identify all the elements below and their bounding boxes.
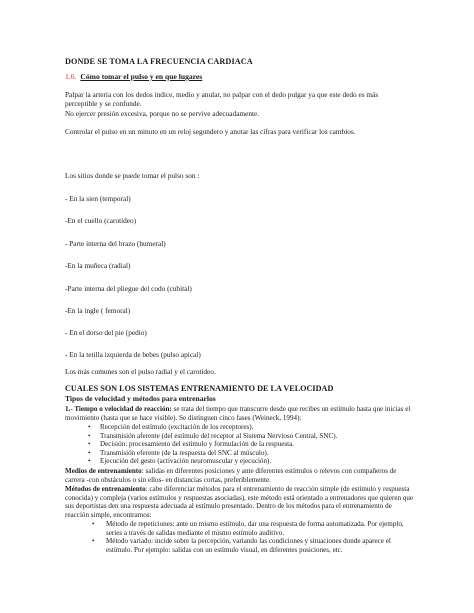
reaction-text: se trata del tiempo que transcurre desde que recibes un estímulo hasta que inicias el movimiento (hasta que se hace visible). Se distinguen cinco fases (Weineck, 1994): bbox=[65, 405, 411, 422]
methods-list bbox=[88, 520, 418, 554]
site-item: - En el dorso del pie (pedio) bbox=[65, 328, 147, 337]
list-item: • Recepción del estímulo (excitación de los receptores). bbox=[88, 423, 418, 432]
site-item: - En la sien (temporal) bbox=[65, 194, 131, 203]
sites-intro: Los sitios donde se puede tomar el pulso son : bbox=[65, 171, 200, 180]
section2-subtitle: Tipos de velocidad y métodos para entrenarlos bbox=[65, 394, 216, 403]
intro-line-1: Palpar la arteria con los dedos índice, medio y anular, no palpar con el dedo pulgar ya que este dedo es más bbox=[65, 90, 379, 99]
phases-list bbox=[88, 423, 418, 466]
methods-paragraph bbox=[65, 485, 415, 519]
means-text: : salidas en diferentes posiciones y ante diferentes estímulos o relevos con compañeros de carrera -con obstáculos o sin ellos- en distancias cortas, preferiblemente. bbox=[65, 467, 397, 484]
reaction-paragraph bbox=[65, 405, 415, 422]
site-item: -En el cuello (carotídeo) bbox=[65, 216, 137, 225]
list-item: • Decisión: procesamiento del estímulo y formulación de la respuesta. bbox=[88, 440, 418, 449]
methods-text: : cabe diferenciar métodos para el entrenamiento de reacción simple (de estímulo y respuesta conocida) y compleja (varios estímulos y respuestas asociadas), este método está orientado a entrenadores que quieren que sus deportistas den una respuesta adecuada al estímulo presentado. Dentro de los métodos para el entrenamiento de reacción simple, encontramos: bbox=[65, 485, 414, 519]
means-paragraph bbox=[65, 467, 415, 484]
site-item: - Parte interna del brazo (humeral) bbox=[65, 239, 166, 248]
section-heading bbox=[65, 72, 202, 81]
sites-note: Los más comunes son el pulso radial y el carotídeo. bbox=[65, 367, 216, 376]
page-title: DONDE SE TOMA LA FRECUENCIA CARDIACA bbox=[65, 57, 253, 66]
control-paragraph: Controlar el pulso en un minuto en un reloj segundero y anotar las cifras para verificar los cambios. bbox=[65, 127, 356, 136]
intro-line-2: perceptible y se confunde. bbox=[65, 99, 142, 108]
means-heading: Medios de entrenamiento bbox=[65, 467, 142, 475]
list-item: • Transmisión eferente (de la respuesta del SNC al músculo). bbox=[88, 449, 418, 458]
section2-title: CUALES SON LOS SISTEMAS ENTRENAMIENTO DE LA VELOCIDAD bbox=[65, 384, 334, 393]
section-heading-text: Cómo tomar el pulso y en que lugares bbox=[80, 72, 203, 81]
list-item: • Ejecución del gesto (activación neuromuscular y ejecución). bbox=[88, 457, 418, 466]
intro-line-3: No ejercer presión excesiva, porque no se pervive adecuadamente. bbox=[65, 109, 260, 118]
methods-heading: Métodos de entrenamiento bbox=[65, 485, 146, 493]
section-number: 1.6. bbox=[65, 72, 77, 81]
list-item: • Método de repeticiones: ante un mismo estímulo, dar una respuesta de forma automatizada. Por ejemplo, series a través de salidas mediante el mismo estímulo auditivo. bbox=[88, 520, 418, 537]
list-item: • Transmisión aferente (del estímulo del receptor al Sistema Nervioso Central, SNC). bbox=[88, 432, 418, 441]
reaction-heading: 1.- Tiempo o velocidad de reacción: bbox=[65, 405, 172, 413]
site-item: -Parte interna del pliegue del codo (cubital) bbox=[65, 284, 192, 293]
site-item: - En la tetilla izquierda de bebes (pulso apical) bbox=[65, 350, 201, 359]
site-item: -En la muñeca (radial) bbox=[65, 261, 131, 270]
site-item: -En la ingle ( femoral) bbox=[65, 306, 131, 315]
list-item: • Método variado: incide sobre la percepción, variando las condiciones y situaciones donde aparece el estímulo. Por ejemplo: salidas con un estímulo visual, en diferentes posiciones, etc. bbox=[88, 537, 418, 554]
